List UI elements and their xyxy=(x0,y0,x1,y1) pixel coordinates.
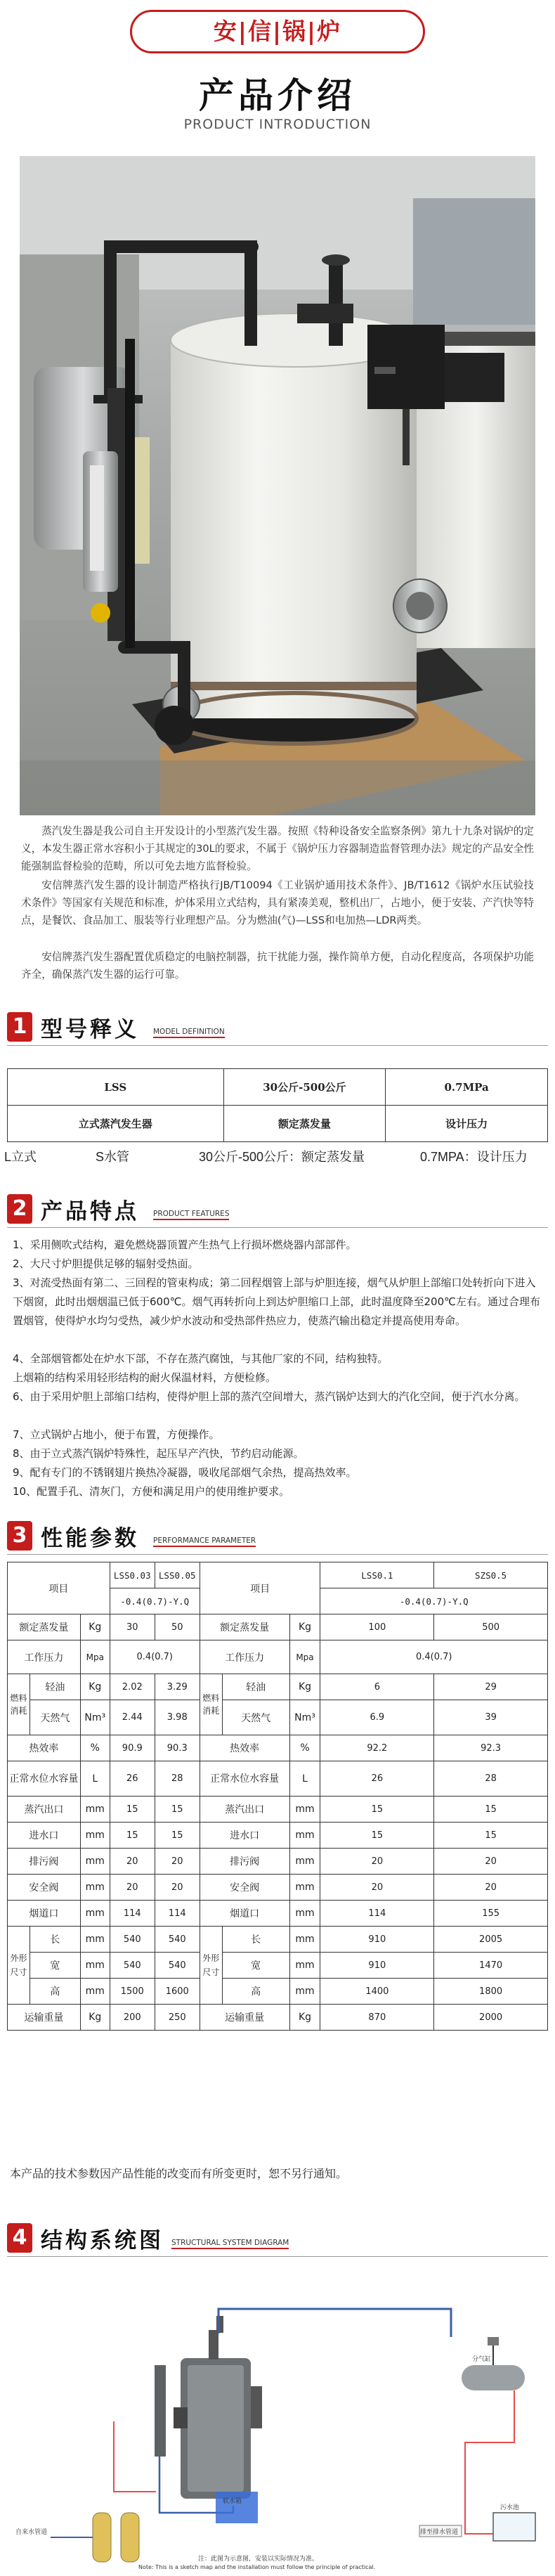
intro-paragraph-2: 安信牌蒸汽发生器的设计制造严格执行JB/T10094《工业锅炉通用技术条件》、JB/T1612《锅炉水压试验技术条件》等国家有关规范和标准，炉体采用立式结构，具有紧凑美观，整机出厂，占地小，便于安装、产汽快等特点，是餐饮、食品加工、服装等行业理想产品。分为燃油(气)—LSS和电加热—LDR两类。 xyxy=(21,879,534,926)
value: 155 xyxy=(434,1901,548,1927)
value: 100 xyxy=(320,1614,434,1640)
unit: mm xyxy=(289,1797,320,1823)
divider xyxy=(7,1045,548,1046)
value: 20 xyxy=(434,1875,548,1901)
brand-badge: 安|信|锅|炉 xyxy=(130,10,425,53)
row-label: 热效率 xyxy=(200,1735,289,1761)
unit: mm xyxy=(80,1823,110,1849)
note-vertical: L立式 xyxy=(4,1150,37,1164)
row-label: 高 xyxy=(222,1979,289,2005)
page-title: 产品介绍 xyxy=(199,75,356,116)
system-diagram xyxy=(8,2281,548,2576)
unit: Mpa xyxy=(80,1640,110,1674)
value: 26 xyxy=(320,1761,434,1797)
section-3-en-title: PERFORMANCE PARAMETER xyxy=(153,1536,256,1547)
model-szs05: SZS0.5 xyxy=(434,1562,548,1588)
value: 92.2 xyxy=(320,1735,434,1761)
model-definition-table xyxy=(7,1068,548,1142)
unit: Kg xyxy=(289,1674,320,1700)
model-lss01: LSS0.1 xyxy=(320,1562,434,1588)
value: 50 xyxy=(155,1614,200,1640)
drain-tank-shape xyxy=(493,2513,535,2541)
unit: mm xyxy=(289,1927,320,1953)
section-2-number: 2 xyxy=(7,1194,32,1224)
unit: mm xyxy=(289,1849,320,1875)
section-1-en-title: MODEL DEFINITION xyxy=(153,1028,225,1038)
row-label: 高 xyxy=(30,1979,80,2005)
unit: Kg xyxy=(289,1614,320,1640)
value: 15 xyxy=(434,1797,548,1823)
unit: mm xyxy=(289,1901,320,1927)
value: 1800 xyxy=(434,1979,548,2005)
feature-item: 6、由于采用炉胆上部缩口结构，使得炉胆上部的蒸汽空间增大，蒸汽锅炉达到大的汽化空间，便于汽水分离。 xyxy=(13,1390,525,1403)
row-label: 进水口 xyxy=(200,1823,289,1849)
row-label: 蒸汽出口 xyxy=(200,1797,289,1823)
unit: % xyxy=(80,1735,110,1761)
value: 114 xyxy=(155,1901,200,1927)
row-label: 运输重量 xyxy=(8,2005,81,2031)
diagram-caption-cn: 注：此图为示意图，安装以实际情况为准。 xyxy=(198,2556,319,2563)
unit: mm xyxy=(289,1823,320,1849)
value: 26 xyxy=(110,1761,155,1797)
product-photo xyxy=(20,156,535,815)
row-label: 进水口 xyxy=(8,1823,81,1849)
value: 90.9 xyxy=(110,1735,155,1761)
row-label: 正常水位水容量 xyxy=(200,1761,289,1797)
value: 540 xyxy=(110,1953,155,1979)
value: 250 xyxy=(155,2005,200,2031)
feature-item: 1、采用侧吹式结构，避免燃烧器顶置产生热气上行损坏燃烧器内部部件。 xyxy=(13,1238,357,1251)
row-label: 蒸汽出口 xyxy=(8,1797,81,1823)
steam-cylinder-shape xyxy=(462,2365,525,2390)
divider xyxy=(7,2256,548,2257)
value: 20 xyxy=(320,1875,434,1901)
row-label: 烟道口 xyxy=(8,1901,81,1927)
group-size: 外形尺寸 xyxy=(8,1927,30,2005)
value: 29 xyxy=(434,1674,548,1700)
tap-water-label: 自来水管道 xyxy=(15,2529,48,2536)
section-4-title: 结构系统图 xyxy=(41,2228,164,2253)
section-2-title: 产品特点 xyxy=(41,1199,139,1224)
value: 540 xyxy=(155,1953,200,1979)
model-code: LSS xyxy=(8,1069,224,1106)
feature-item: 4、全部烟管都处在炉水下部，不存在蒸汽腐蚀，与其他厂家的不同，结构独特。 xyxy=(13,1352,388,1365)
unit: mm xyxy=(80,1953,110,1979)
value: 910 xyxy=(320,1953,434,1979)
section-1-title: 型号释义 xyxy=(41,1017,139,1042)
row-label: 宽 xyxy=(222,1953,289,1979)
group-size: 外形尺寸 xyxy=(200,1927,222,2005)
value: 28 xyxy=(155,1761,200,1797)
value: 0.4(0.7) xyxy=(110,1640,200,1674)
row-label: 热效率 xyxy=(8,1735,81,1761)
row-label: 排污阀 xyxy=(8,1849,81,1875)
group-fuel: 燃料消耗 xyxy=(200,1674,222,1735)
note-capacity: 30公斤-500公斤：额定蒸发量 xyxy=(199,1150,365,1164)
intro-paragraph-1: 蒸汽发生器是我公司自主开发设计的小型蒸汽发生器。按照《特种设备安全监察条例》第九十九条对锅炉的定义，本发生器正常水容积小于其规定的30L的要求，不属于《锅炉压力容器制造监督管理办法》规定的产品安全性能强制监督检验的范畴，所以可免去地方监督检验。 xyxy=(21,825,534,872)
group-fuel: 燃料消耗 xyxy=(8,1674,30,1735)
value: 15 xyxy=(320,1823,434,1849)
note-watertube: S水管 xyxy=(96,1150,130,1164)
value: 20 xyxy=(155,1875,200,1901)
value: 2.02 xyxy=(110,1674,155,1700)
row-label: 排污阀 xyxy=(200,1849,289,1875)
value: 28 xyxy=(434,1761,548,1797)
value: 2005 xyxy=(434,1927,548,1953)
value: 114 xyxy=(320,1901,434,1927)
intro-paragraph-3: 安信牌蒸汽发生器配置优质稳定的电脑控制器，抗干扰能力强，操作简单方便，自动化程度高，各项保护功能齐全，确保蒸汽发生器的运行可靠。 xyxy=(21,951,534,980)
value: 15 xyxy=(320,1797,434,1823)
row-label: 烟道口 xyxy=(200,1901,289,1927)
row-label: 运输重量 xyxy=(200,2005,289,2031)
unit: mm xyxy=(80,1875,110,1901)
value: 540 xyxy=(110,1927,155,1953)
value: 92.3 xyxy=(434,1735,548,1761)
feature-item: 7、立式锅炉占地小，便于布置，方便操作。 xyxy=(13,1428,220,1441)
model-pressure-meaning: 设计压力 xyxy=(386,1106,548,1142)
value: 90.3 xyxy=(155,1735,200,1761)
unit: mm xyxy=(289,1875,320,1901)
note-pressure: 0.7MPA：设计压力 xyxy=(420,1150,528,1164)
row-label: 长 xyxy=(30,1927,80,1953)
header-item: 项目 xyxy=(200,1562,320,1614)
section-4-number: 4 xyxy=(7,2223,32,2253)
unit: mm xyxy=(80,1927,110,1953)
unit: mm xyxy=(80,1901,110,1927)
value: 1600 xyxy=(155,1979,200,2005)
row-label: 天然气 xyxy=(222,1700,289,1735)
value: 2000 xyxy=(434,2005,548,2031)
feature-item: 3、对流受热面有第二、三回程的管束构成；第二回程烟管上部与炉胆连接，烟气从炉胆上部缩口处转折向下进入下烟窗，此时出烟烟温已低于600℃。烟气再转折向上到达炉胆缩口上部，此时温度降至200℃左右。通过合理布置烟管，使得炉水均匀受热，减少炉水波动和受热部件热应力，使蒸汽输出稳定并提高使用寿命。 xyxy=(13,1276,540,1327)
unit: L xyxy=(289,1761,320,1797)
value: 15 xyxy=(155,1797,200,1823)
model-capacity: 30公斤-500公斤 xyxy=(223,1069,386,1106)
value: 30 xyxy=(110,1614,155,1640)
unit: Kg xyxy=(80,1674,110,1700)
steam-generator-illustration xyxy=(20,156,535,815)
model-suffix: -0.4(0.7)-Y.Q xyxy=(320,1588,548,1614)
unit: Kg xyxy=(80,1614,110,1640)
feature-item: 9、配有专门的不锈钢翅片换热冷凝器，吸收尾部烟气余热，提高热效率。 xyxy=(13,1466,357,1479)
value: 6.9 xyxy=(320,1700,434,1735)
feature-item: 上烟箱的结构采用轻形结构的耐火保温材料，方便检修。 xyxy=(13,1371,277,1384)
unit: Kg xyxy=(289,2005,320,2031)
value: 200 xyxy=(110,2005,155,2031)
value: 15 xyxy=(434,1823,548,1849)
value: 540 xyxy=(155,1927,200,1953)
unit: Mpa xyxy=(289,1640,320,1674)
row-label: 天然气 xyxy=(30,1700,80,1735)
model-lss005: LSS0.05 xyxy=(155,1562,200,1588)
header-item: 项目 xyxy=(8,1562,110,1614)
row-label: 安全阀 xyxy=(8,1875,81,1901)
value: 15 xyxy=(110,1823,155,1849)
row-label: 轻油 xyxy=(30,1674,80,1700)
value: 15 xyxy=(110,1797,155,1823)
unit: Nm³ xyxy=(289,1700,320,1735)
value: 500 xyxy=(434,1614,548,1640)
section-4-en-title: STRUCTURAL SYSTEM DIAGRAM xyxy=(171,2239,289,2249)
section-1-number: 1 xyxy=(7,1012,32,1042)
row-label: 额定蒸发量 xyxy=(8,1614,81,1640)
row-label: 正常水位水容量 xyxy=(8,1761,81,1797)
section-3-title: 性能参数 xyxy=(41,1526,139,1551)
row-label: 轻油 xyxy=(222,1674,289,1700)
row-label: 工作压力 xyxy=(8,1640,81,1674)
value: 15 xyxy=(155,1823,200,1849)
row-label: 安全阀 xyxy=(200,1875,289,1901)
soft-water-tank-label: 软水箱 xyxy=(223,2498,242,2505)
model-capacity-meaning: 额定蒸发量 xyxy=(223,1106,386,1142)
system-diagram-drawing xyxy=(8,2281,548,2576)
value: 1400 xyxy=(320,1979,434,2005)
value: 3.29 xyxy=(155,1674,200,1700)
value: 0.4(0.7) xyxy=(320,1640,548,1674)
value: 114 xyxy=(110,1901,155,1927)
row-label: 宽 xyxy=(30,1953,80,1979)
unit: % xyxy=(289,1735,320,1761)
section-2-en-title: PRODUCT FEATURES xyxy=(153,1210,229,1220)
divider xyxy=(7,1554,548,1555)
value: 20 xyxy=(155,1849,200,1875)
value: 20 xyxy=(110,1875,155,1901)
unit: L xyxy=(80,1761,110,1797)
section-3-number: 3 xyxy=(7,1521,32,1551)
unit: mm xyxy=(80,1849,110,1875)
value: 20 xyxy=(110,1849,155,1875)
value: 39 xyxy=(434,1700,548,1735)
row-label: 长 xyxy=(222,1927,289,1953)
drain-tank-label: 污水池 xyxy=(500,2504,520,2511)
divider xyxy=(7,1227,548,1228)
model-lss003: LSS0.03 xyxy=(110,1562,155,1588)
value: 1470 xyxy=(434,1953,548,1979)
row-label: 工作压力 xyxy=(200,1640,289,1674)
feature-item: 8、由于立式蒸汽锅炉特殊性，起压早产汽快，节约启动能源。 xyxy=(13,1447,304,1460)
value: 2.44 xyxy=(110,1700,155,1735)
page-subtitle: PRODUCT INTRODUCTION xyxy=(183,117,372,132)
disclaimer-note: 本产品的技术参数因产品性能的改变而有所变更时，恕不另行通知。 xyxy=(10,2167,348,2180)
drain-label: 排至排水管道 xyxy=(420,2529,459,2536)
model-code-meaning: 立式蒸汽发生器 xyxy=(8,1106,224,1142)
model-pressure: 0.7MPa xyxy=(386,1069,548,1106)
value: 20 xyxy=(320,1849,434,1875)
unit: mm xyxy=(289,1979,320,2005)
unit: Kg xyxy=(80,2005,110,2031)
value: 1500 xyxy=(110,1979,155,2005)
model-suffix: -0.4(0.7)-Y.Q xyxy=(110,1588,200,1614)
performance-table xyxy=(7,1562,548,2031)
unit: mm xyxy=(80,1797,110,1823)
diagram-caption-en: Note: This is a sketch map and the installation must follow the principle of practical. xyxy=(138,2564,376,2570)
soft-water-tank-shape xyxy=(216,2492,258,2523)
unit: mm xyxy=(289,1953,320,1979)
unit: Nm³ xyxy=(80,1700,110,1735)
value: 20 xyxy=(434,1849,548,1875)
row-label: 额定蒸发量 xyxy=(200,1614,289,1640)
steam-cylinder-label: 分气缸 xyxy=(472,2356,492,2363)
feature-item: 2、大尺寸炉胆提供足够的辐射受热面。 xyxy=(13,1257,199,1270)
value: 870 xyxy=(320,2005,434,2031)
feature-item: 10、配置手孔、清灰门，方便和满足用户的使用维护要求。 xyxy=(13,1485,290,1498)
value: 3.98 xyxy=(155,1700,200,1735)
value: 6 xyxy=(320,1674,434,1700)
value: 910 xyxy=(320,1927,434,1953)
unit: mm xyxy=(80,1979,110,2005)
